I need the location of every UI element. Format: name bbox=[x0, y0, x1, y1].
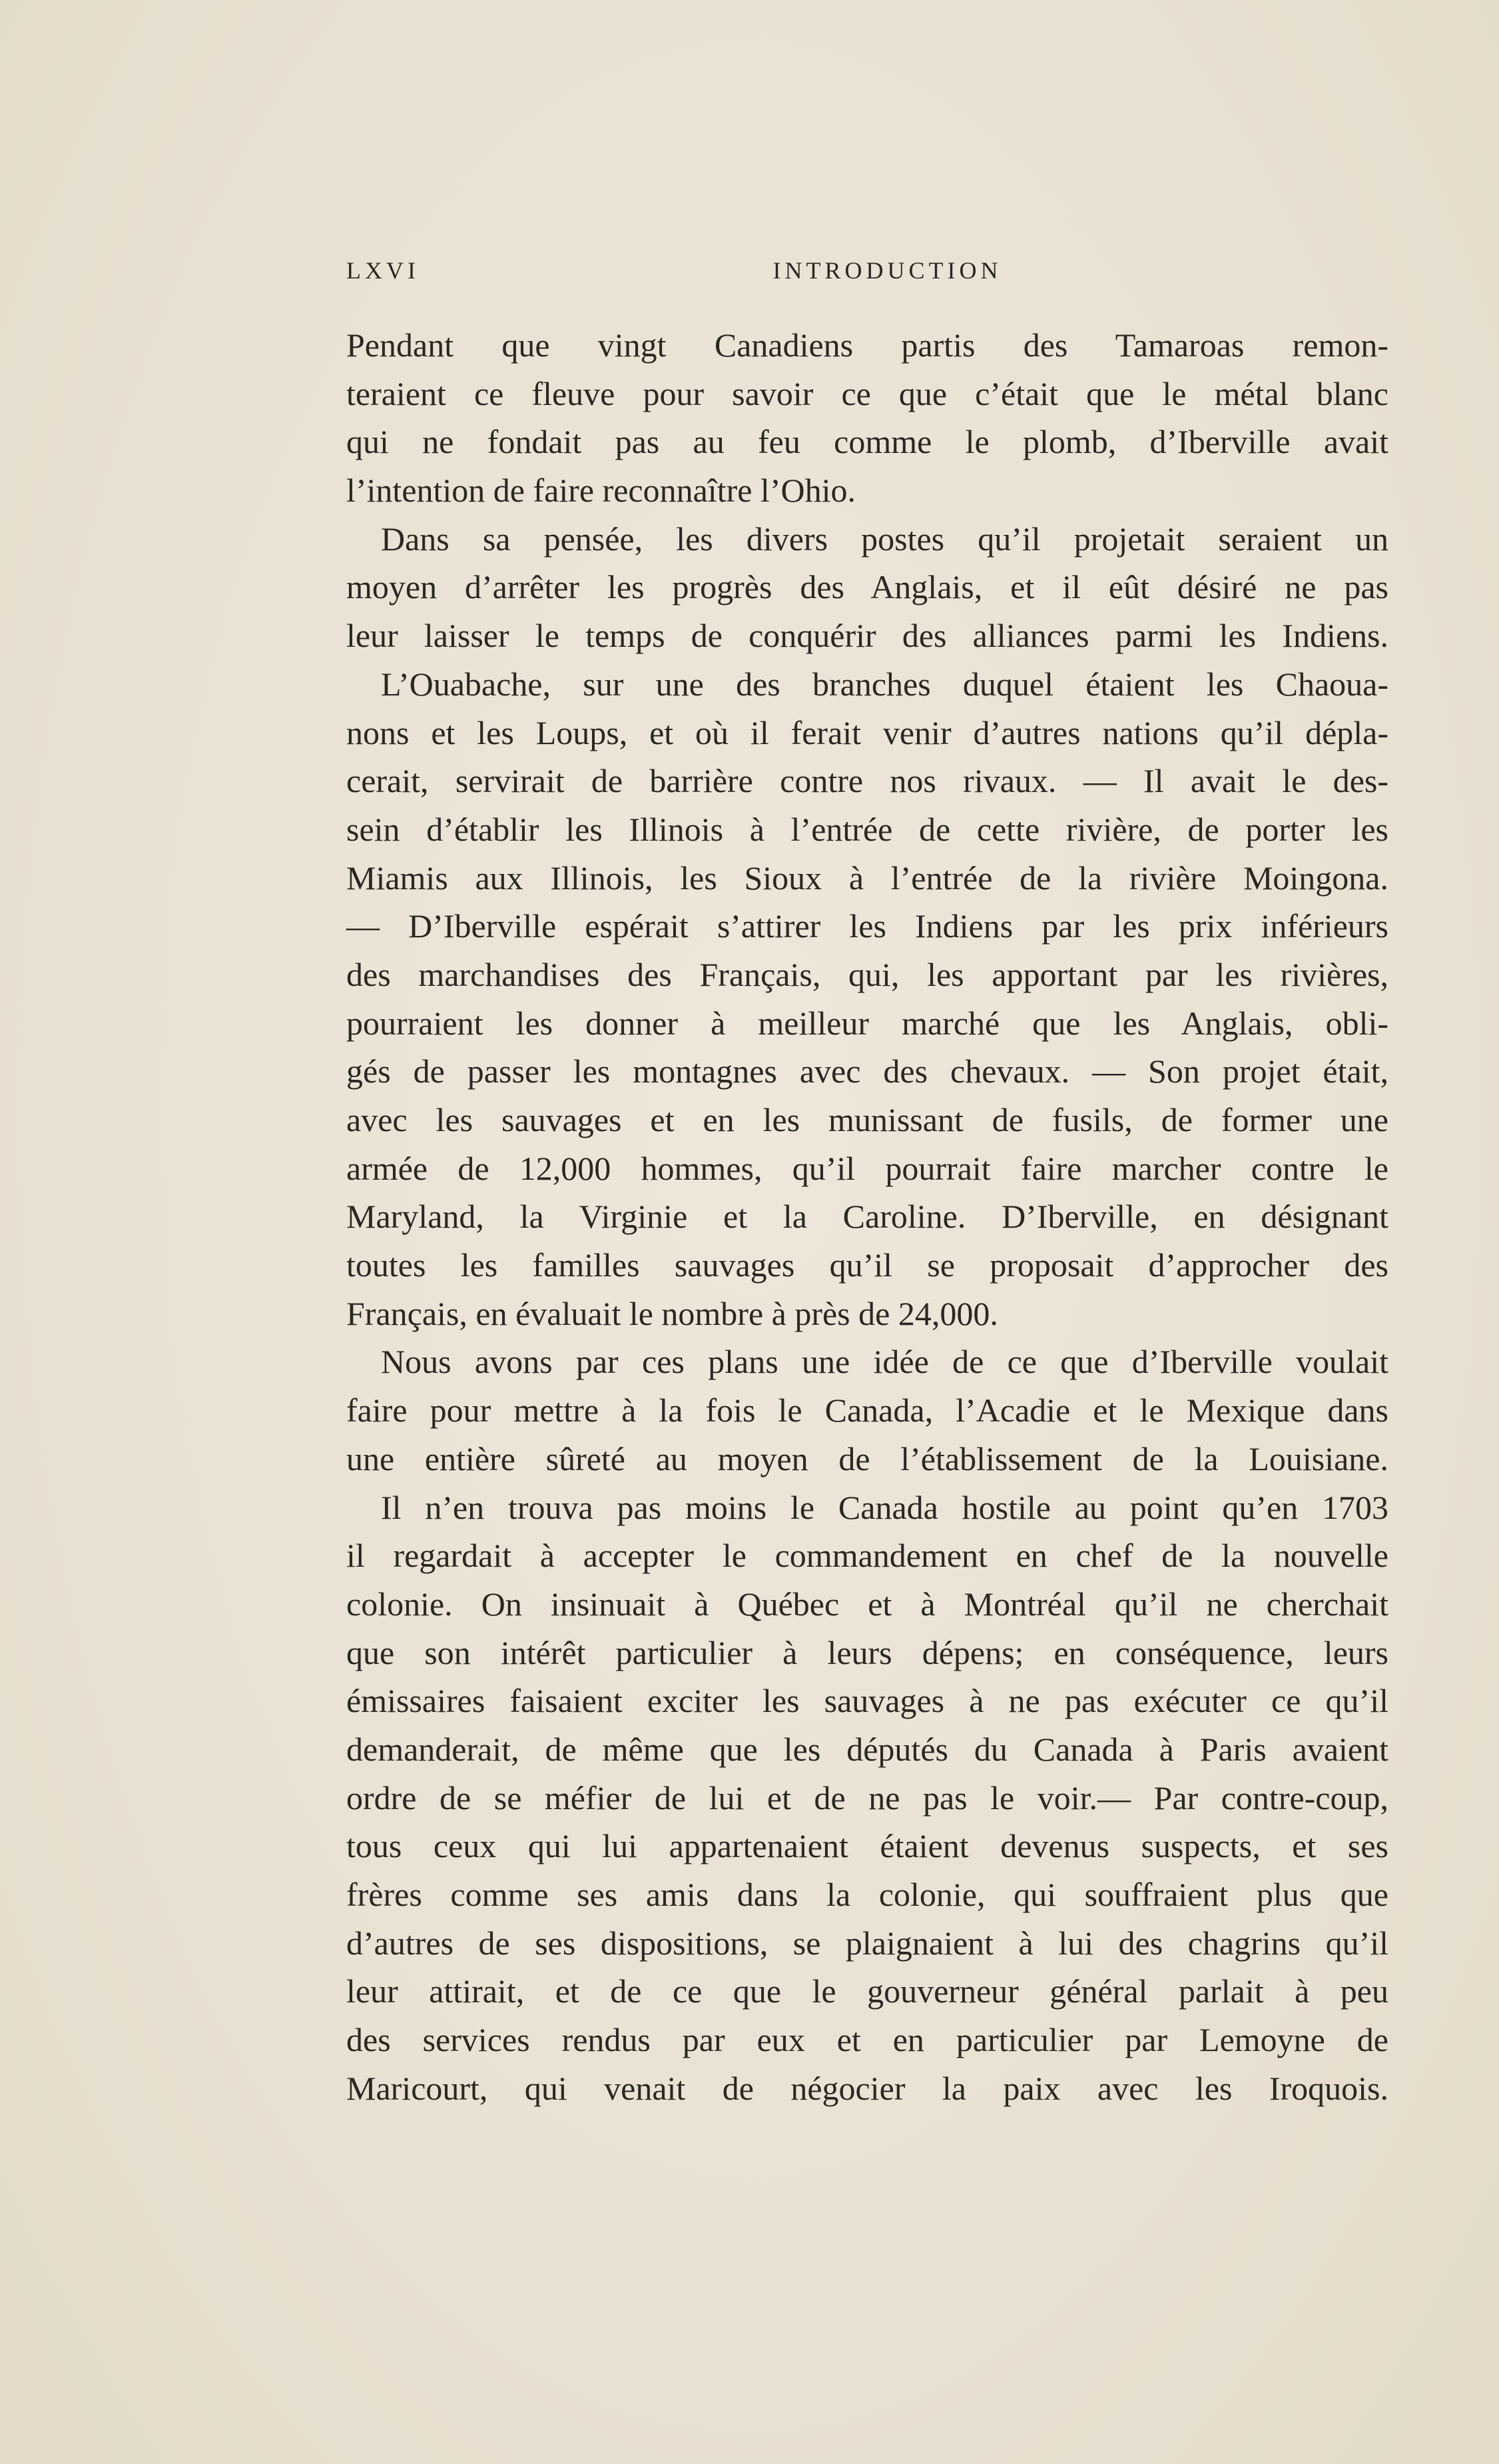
text-line: Il n’en trouva pas moins le Canada hostile au point qu’en 1703 bbox=[381, 1488, 1388, 1526]
running-title: INTRODUCTION bbox=[772, 257, 1002, 284]
text-line: une entière sûreté au moyen de l’établissement de la Louisiane. bbox=[346, 1439, 1388, 1477]
text-line: Miamis aux Illinois, les Sioux à l’entrée de la rivière Moingona. bbox=[346, 859, 1388, 897]
text-line: Nous avons par ces plans une idée de ce que d’Iberville voulait bbox=[381, 1343, 1388, 1381]
text-line: qui ne fondait pas au feu comme le plomb, d’Iberville avait bbox=[346, 423, 1388, 461]
text-line: L’Ouabache, sur une des branches duquel étaient les Chaoua- bbox=[381, 665, 1388, 703]
text-line: des services rendus par eux et en particulier par Lemoyne de bbox=[346, 2021, 1388, 2059]
text-line: teraient ce fleuve pour savoir ce que c’était que le métal blanc bbox=[346, 374, 1388, 412]
text-line: — D’Iberville espérait s’attirer les Indiens par les prix inférieurs bbox=[346, 907, 1388, 945]
text-line: tous ceux qui lui appartenaient étaient devenus suspects, et ses bbox=[346, 1827, 1388, 1865]
text-line: des marchandises des Français, qui, les apportant par les rivières, bbox=[346, 955, 1388, 993]
text-line: sein d’établir les Illinois à l’entrée de cette rivière, de porter les bbox=[346, 810, 1388, 848]
text-line: colonie. On insinuait à Québec et à Montréal qu’il ne cherchait bbox=[346, 1585, 1388, 1623]
text-line: Maricourt, qui venait de négocier la paix avec les Iroquois. bbox=[346, 2069, 1388, 2107]
text-line: d’autres de ses dispositions, se plaignaient à lui des chagrins qu’il bbox=[346, 1924, 1388, 1962]
text-line: leur attirait, et de ce que le gouverneur général parlait à peu bbox=[346, 1972, 1388, 2010]
page-number: LXVI bbox=[346, 257, 420, 284]
text-line: Dans sa pensée, les divers postes qu’il projetait seraient un bbox=[381, 520, 1388, 558]
text-line: ordre de se méfier de lui et de ne pas le voir.— Par contre-coup, bbox=[346, 1779, 1388, 1817]
text-line: gés de passer les montagnes avec des chevaux. — Son projet était, bbox=[346, 1052, 1388, 1090]
text-line: avec les sauvages et en les munissant de fusils, de former une bbox=[346, 1101, 1388, 1138]
text-line: armée de 12,000 hommes, qu’il pourrait faire marcher contre le bbox=[346, 1149, 1388, 1187]
text-line: que son intérêt particulier à leurs dépens; en conséquence, leurs bbox=[346, 1633, 1388, 1671]
text-line: demanderait, de même que les députés du Canada à Paris avaient bbox=[346, 1730, 1388, 1768]
text-line: faire pour mettre à la fois le Canada, l’Acadie et le Mexique dans bbox=[346, 1392, 1388, 1430]
running-head bbox=[346, 256, 1388, 290]
text-line: nons et les Loups, et où il ferait venir d’autres nations qu’il dépla- bbox=[346, 713, 1388, 751]
text-line: moyen d’arrêter les progrès des Anglais, et il eût désiré ne pas bbox=[346, 568, 1388, 606]
text-line: cerait, servirait de barrière contre nos rivaux. — Il avait le des- bbox=[346, 762, 1388, 800]
text-line: Pendant que vingt Canadiens partis des Tamaroas remon- bbox=[346, 326, 1388, 364]
text-line: il regardait à accepter le commandement en chef de la nouvelle bbox=[346, 1537, 1388, 1575]
text-line: pourraient les donner à meilleur marché que les Anglais, obli- bbox=[346, 1004, 1388, 1042]
text-line: toutes les familles sauvages qu’il se proposait d’approcher des bbox=[346, 1246, 1388, 1284]
text-line: Maryland, la Virginie et la Caroline. D’Iberville, en désignant bbox=[346, 1198, 1388, 1236]
body-text bbox=[346, 321, 1388, 2112]
text-line: frères comme ses amis dans la colonie, qui souffraient plus que bbox=[346, 1876, 1388, 1913]
text-line: émissaires faisaient exciter les sauvages à ne pas exécuter ce qu’il bbox=[346, 1682, 1388, 1720]
text-line: l’intention de faire reconnaître l’Ohio. bbox=[346, 472, 856, 510]
text-line: leur laisser le temps de conquérir des alliances parmi les Indiens. bbox=[346, 617, 1388, 655]
text-line: Français, en évaluait le nombre à près de 24,000. bbox=[346, 1294, 998, 1332]
